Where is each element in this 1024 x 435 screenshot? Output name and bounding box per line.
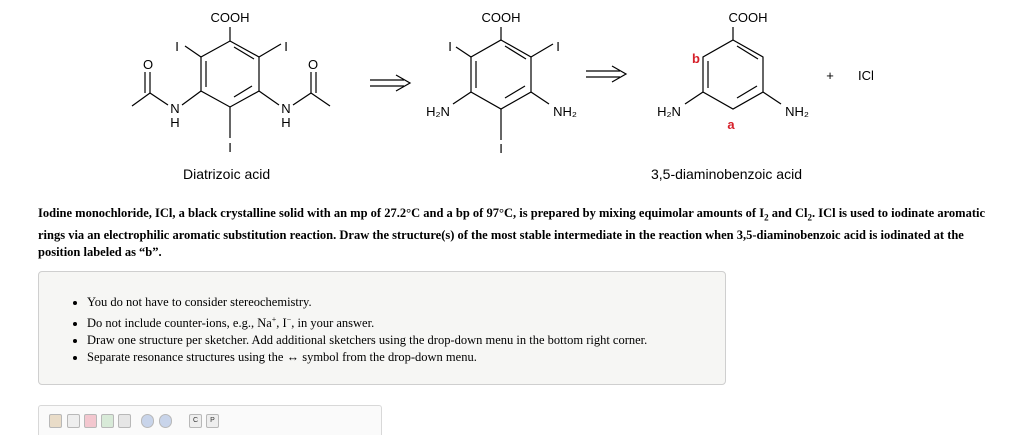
position-label-a: a [727,117,735,132]
reagent-icl: ICl [858,68,874,83]
caption-diatrizoic-acid: Diatrizoic acid [183,166,271,182]
mol1-iodine-right: I [284,39,288,54]
mol1-cooh-label: COOH [210,10,250,25]
instruction-item: • Draw one structure per sketcher. Add additional sketchers using the drop-down menu in the bottom right corner. [87,332,725,349]
mol3-amine-left: H₂N [657,104,681,119]
scheme-drawing [0,0,1024,200]
question-text: Iodine monochloride, ICl, a black crystalline solid with an mp of 27.2°C and a bp of 97°C, is prepared by mixing equimolar amounts of $I_2$ and $Cl_2$. ICl is used to iodinate aromatic rings via an electrophilic aromatic substitution reaction. Draw the structure(s) of the most stable intermediate in the reaction when 3,5-diaminobenzoic acid is iodinated at the position labeled as “b”. [38,206,986,259]
mol1-iodine-bottom: I [228,140,232,155]
phosphorus-atom-button[interactable]: P [206,414,219,428]
sketcher-toolbar [38,405,382,435]
carbon-atom-button[interactable]: C [189,414,202,428]
mol2-amine-right: NH₂ [553,104,577,119]
mol1-ring [201,41,259,107]
instruction-item: • Do not include counter-ions, e.g., Na+, I−, in your answer. [87,311,725,332]
mol2-ring [471,40,531,109]
plus-sign: + [826,68,834,83]
instruction-item: • You do not have to consider stereochemistry. [87,294,725,311]
reaction-scheme [0,0,1024,200]
mol2-cooh-label: COOH [481,10,521,25]
mol1-hydrogen-right: H [281,115,291,130]
mol1-nitrogen-right: N [281,101,291,116]
position-label-b: b [692,51,700,66]
instructions-list [39,272,725,366]
instructions-box [38,271,726,385]
mol2-amine-left: H₂N [426,104,450,119]
mol1-oxygen-left: O [142,57,154,72]
instruction-item: • Separate resonance structures using the ↔ symbol from the drop-down menu. [87,349,725,366]
mol3-cooh-label: COOH [728,10,768,25]
mol1-iodine-left: I [175,39,179,54]
mol1-oxygen-right: O [307,57,319,72]
mol3-ring [703,40,763,109]
mol2-iodine-left: I [448,39,452,54]
mol2-iodine-right: I [556,39,560,54]
mol3-amine-right: NH₂ [785,104,809,119]
caption-diaminobenzoic-acid: 3,5-diaminobenzoic acid [651,166,802,182]
mol2-iodine-bottom: I [499,141,503,156]
mol1-nitrogen-left: N [170,101,180,116]
mol1-hydrogen-left: H [170,115,180,130]
